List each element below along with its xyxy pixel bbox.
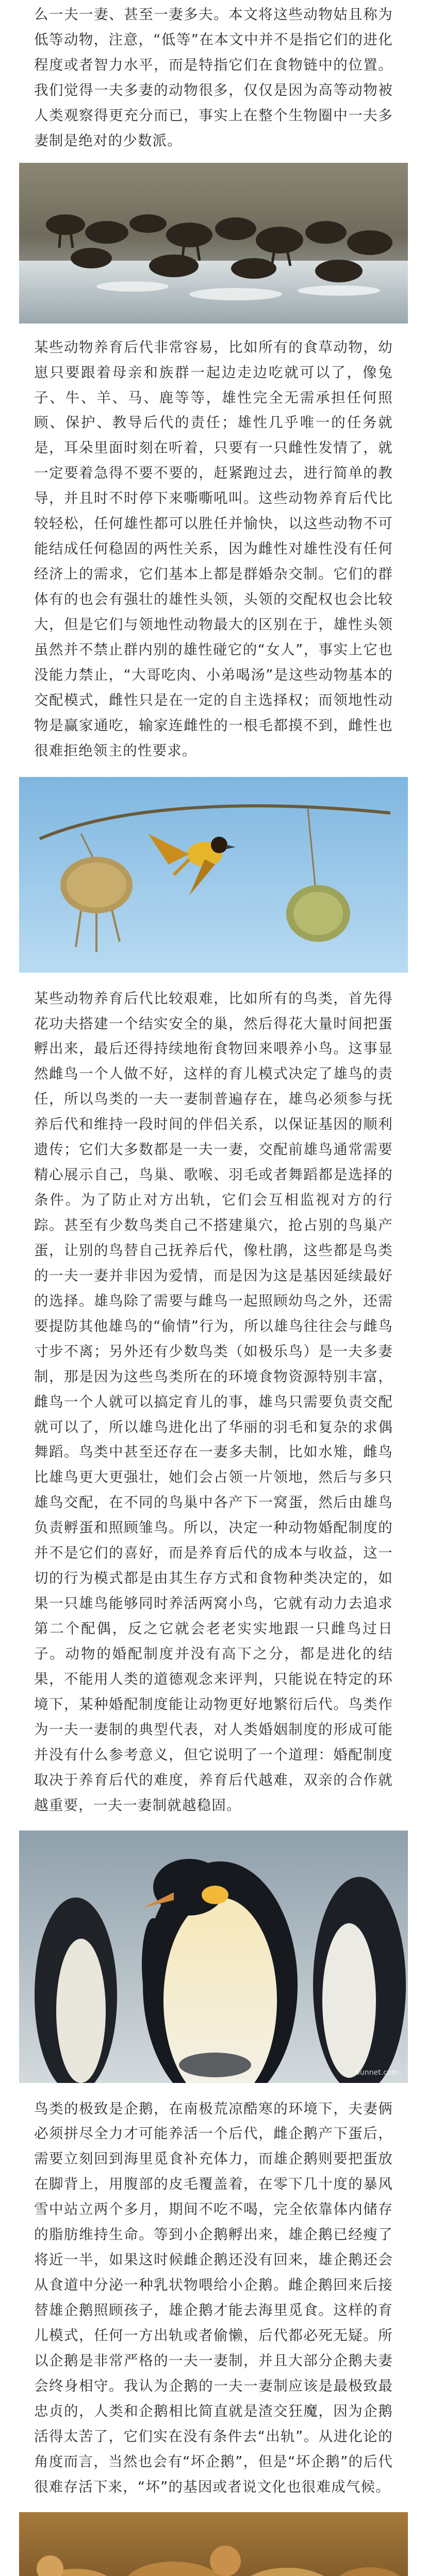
weaver-bird-nest-photo <box>19 777 408 973</box>
wildebeest-herd-image <box>19 163 408 324</box>
emperor-penguin-photo <box>19 1831 408 2083</box>
paragraph-2: 某些动物养育后代非常容易，比如所有的食草动物，幼崽只要跟着母亲和族群一起边走边吃就可以了，像兔子、牛、羊、马、鹿等等，雄性完全无需承担任何照顾、保护、教导后代的责任；雄性几乎唯一的任务就是，耳朵里面时刻在听着，只要有一只雌性发情了，就一定要着急得不要不要的，赶紧跑过去，进行简单的教导，并且时不时停下来嘶嘶吼叫。这些动物养育后代比较轻松，任何雄性都可以胜任并愉快，以这些动物不可能结成任何稳固的两性关系，因为雌性对雄性没有任何经济上的需求，它们基本上都是群婚杂交制。它们的群体有的也会有强壮的雄性头领，头领的交配权也会比较大，但是它们与领地性动物最大的区别在于，雄性头领虽然并不禁止群内别的雄性碰它的“女人”，事实上它也没能力禁止，“大哥吃肉、小弟喝汤”是这些动物基本的交配模式，雌性只是在一定的自主选择权；而领地性动物是赢家通吃，输家连雌性的一根毛都摸不到，雌性也很难拒绝领主的性要求。 <box>34 338 393 759</box>
paragraph-4: 鸟类的极致是企鹅，在南极荒凉酷寒的环境下，夫妻俩必须拼尽全力才可能养活一个后代，雌企鹅产下蛋后，需要立刻回到海里觅食补充体力，而雄企鹅则要把蛋放在脚背上，用腹部的皮毛覆盖着，在零下几十度的暴风雪中站立两个多月，期间不吃不喝，完全依靠体内储存的脂肪维持生命。等到小企鹅孵出来，雄企鹅已经瘦了将近一半，如果这时候雌企鹅还没有回来，雄企鹅还会从食道中分泌一种乳状物喂给小企鹅。雌企鹅回来后接替雄企鹅照顾孩子，雄企鹅才能去海里觅食。这样的育儿模式，任何一方出轨或者偷懒，后代都必死无疑。所以企鹅是非常严格的一夫一妻制，并且大部分企鹅夫妻会终身相守。我认为企鹅的一夫一妻制应该是最极致最忠贞的，人类和企鹅相比简直就是渣交狂魔，因为企鹅活得太苦了，它们实在没有条件去“出轨”。从进化论的角度而言，当然也会有“坏企鹅”，但是“坏企鹅”的后代很难存活下来，“坏”的基因或者说文化也很难成气候。 <box>34 2100 393 2495</box>
lion-pride-photo <box>19 2512 408 2576</box>
wildebeest-herd-photo <box>19 163 408 324</box>
photo-watermark: bunnet.com <box>355 2068 399 2077</box>
paragraph-3: 某些动物养育后代比较艰难，比如所有的鸟类，首先得花功夫搭建一个结实安全的巢，然后得花大量时间把蛋孵出来，最后还得持续地衔食物回来喂养小鸟。这事显然雌鸟一个人做不好，这样的育儿模式决定了雄鸟的责任，所以鸟类的一夫一妻制普遍存在，雄鸟必须参与抚养后代和维持一段时间的伴侣关系，以保证基因的顺利遗传；它们大多数都是一夫一妻，交配前雄鸟通常需要精心展示自己，鸟巢、歌喉、羽毛或者舞蹈都是选择的条件。为了防止对方出轨，它们会互相监视对方的行踪。甚至有少数鸟类自己不搭建巢穴，抢占别的鸟巢产蛋，让别的鸟替自己抚养后代，像杜鹃，这些都是鸟类的一夫一妻并非因为爱情，而是因为这是基因延续最好的选择。雄鸟除了需要与雌鸟一起照顾幼鸟之外，还需要提防其他雄鸟的“偷情”行为，所以雄鸟往往会与雌鸟寸步不离；另外还有少数鸟类（如极乐鸟）是一夫多妻制，那是因为这些鸟类所在的环境食物资源特别丰富，雌鸟一个人就可以搞定育儿的事，雄鸟只需要负责交配就可以了，所以雄鸟进化出了华丽的羽毛和复杂的求偶舞蹈。鸟类中甚至还存在一妻多夫制，比如水雉，雌鸟比雄鸟更大更强壮，她们会占领一片领地，然后与多只雄鸟交配，在不同的鸟巢中各产下一窝蛋，然后由雄鸟负责孵蛋和照顾雏鸟。所以，决定一种动物婚配制度的并不是它们的喜好，而是养育后代的成本与收益，这一切的行为模式都是由其生存方式和食物种类决定的，如果一只雄鸟能够同时养活两窝小鸟，它就有动力去追求第二个配偶，反之它就会老老实实地跟一只雌鸟过日子。动物的婚配制度并没有高下之分，都是进化的结果，不能用人类的道德观念来评判，只能说在特定的环境下，某种婚配制度能让动物更好地繁衍后代。鸟类作为一夫一妻制的典型代表，对人类婚姻制度的形成可能并没有什么参考意义，但它说明了一个道理：婚配制度取决于养育后代的难度，养育后代越难，双亲的合作就越重要，一夫一妻制就越稳固。 <box>34 990 393 1814</box>
penguin-image <box>19 1831 408 2083</box>
weaver-bird-image <box>19 777 408 973</box>
lion-image <box>19 2512 408 2576</box>
paragraph-1: 么一夫一妻、甚至一妻多夫。本文将这些动物姑且称为低等动物，注意，“低等”在本文中并不是指它们的进化程度或者智力水平，而是特指它们在食物链中的位置。我们觉得一夫多妻的动物很多，仅仅是因为高等动物被人类观察得更充分而已，事实上在整个生物圈中一夫多妻制是绝对的少数派。 <box>34 6 393 149</box>
